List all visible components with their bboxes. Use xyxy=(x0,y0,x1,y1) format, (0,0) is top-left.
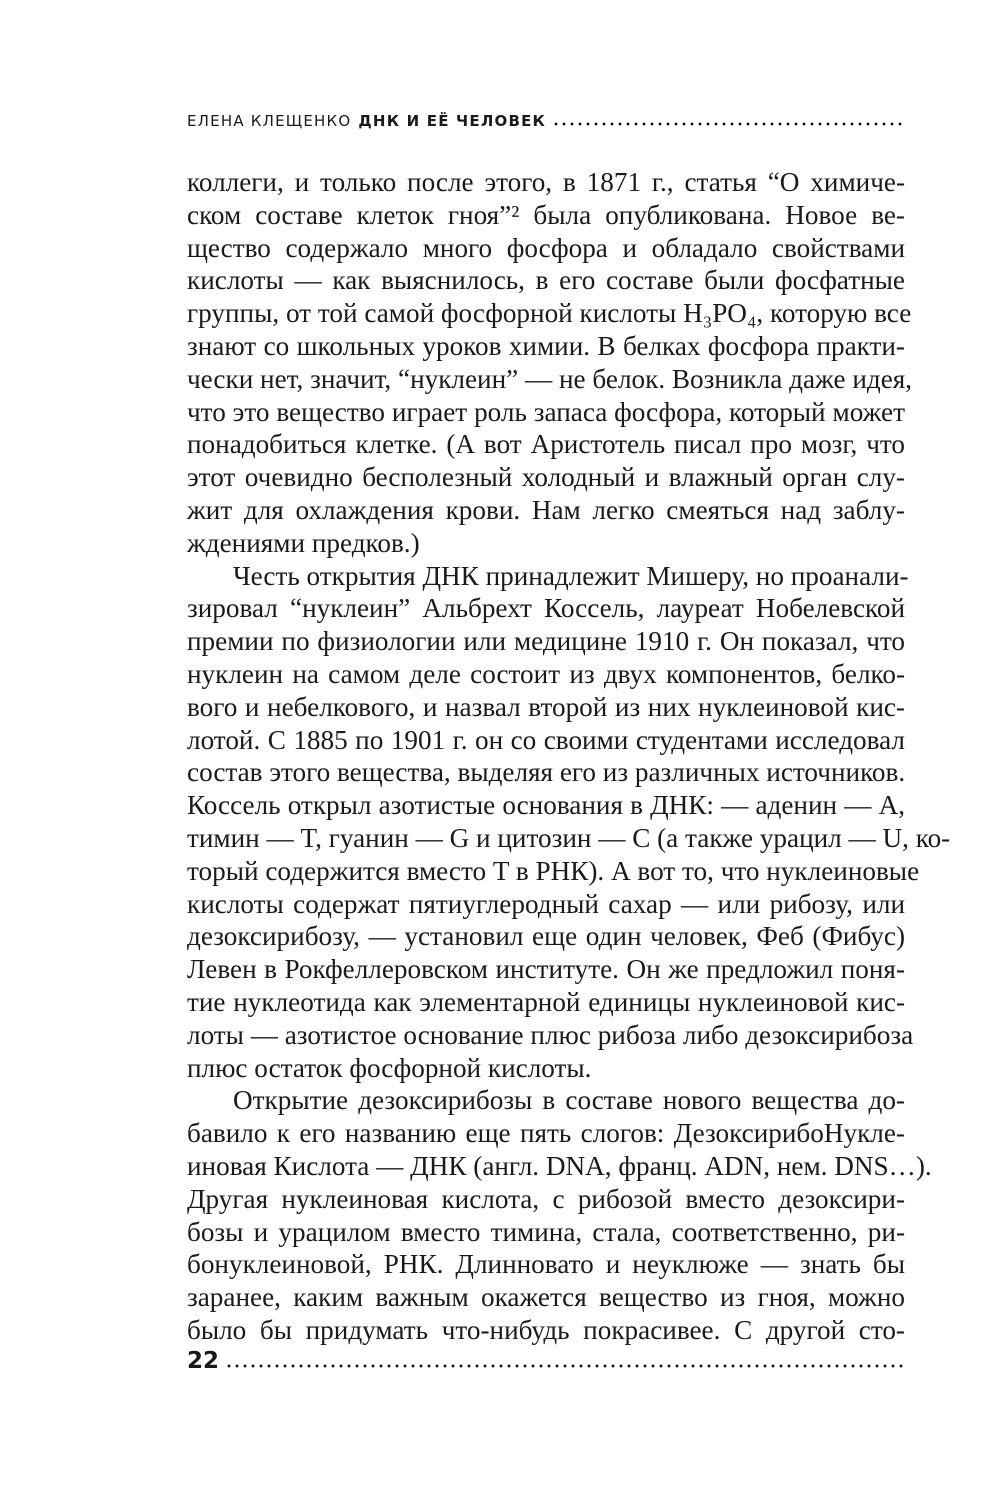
text-line: ждениями предков.) xyxy=(187,527,420,558)
running-head-title: ДНК И ЕЁ ЧЕЛОВЕК xyxy=(358,112,546,130)
text-line: Открытие дезоксирибозы в составе нового вещества до- xyxy=(233,1085,905,1116)
text-line: понадобиться клетке. (А вот Аристотель писал про мозг, что xyxy=(187,429,905,460)
text-line: вого и небелкового, и назвал второй из них нуклеиновой кис- xyxy=(187,691,905,722)
body-text xyxy=(187,166,951,1347)
running-head xyxy=(187,112,905,130)
text-line: иновая Кислота — ДНК (англ. DNA, франц. ADN, нем. DNS…). xyxy=(187,1150,932,1181)
text-line: лотой. С 1885 по 1901 г. он со своими студентами исследовал xyxy=(187,724,905,755)
text-line: Левен в Рокфеллеровском институте. Он же предложил поня- xyxy=(187,954,905,985)
running-head-leader-dots xyxy=(552,122,905,126)
footer-leader-dots xyxy=(225,1364,905,1368)
text-line: кислоты содержат пятиуглеродный сахар — или рибозу, или xyxy=(187,888,905,919)
text-line: этот очевидно бесполезный холодный и влажный орган слу- xyxy=(187,462,905,493)
text-line: зировал “нуклеин” Альбрехт Коссель, лауреат Нобелевской xyxy=(187,593,905,624)
text-line: торый содержится вместо T в РНК). А вот то, что нуклеиновые xyxy=(187,855,920,886)
text-line: щество содержало много фосфора и обладало свойствами xyxy=(187,232,905,263)
text-line: тие нуклеотида как элементарной единицы нуклеиновой кис- xyxy=(187,986,905,1017)
text-line: знают со школьных уроков химии. В белках фосфора практи- xyxy=(187,330,905,361)
text-line: группы, от той самой фосфорной кислоты H₃PO₄, которую все xyxy=(187,298,912,329)
text-line: премии по физиологии или медицине 1910 г. Он показал, что xyxy=(187,626,905,657)
text-line: бозы и урацилом вместо тимина, стала, соответственно, ри- xyxy=(187,1216,905,1247)
running-head-author: ЕЛЕНА КЛЕЩЕНКО xyxy=(187,112,352,130)
page-footer xyxy=(187,1348,905,1374)
text-line: плюс остаток фосфорной кислоты. xyxy=(187,1052,592,1083)
text-line: Честь открытия ДНК принадлежит Мишеру, но проанали- xyxy=(233,560,909,591)
text-line: Коссель открыл азотистые основания в ДНК: — аденин — A, xyxy=(187,790,905,821)
text-line: лоты — азотистое основание плюс рибоза либо дезоксирибоза xyxy=(187,1019,914,1050)
text-line: жит для охлаждения крови. Нам легко смеяться над заблу- xyxy=(187,494,905,525)
text-line: ском составе клеток гноя”² была опубликована. Новое ве- xyxy=(187,199,905,230)
text-line: коллеги, и только после этого, в 1871 г., статья “О химиче- xyxy=(187,167,905,197)
text-line: заранее, каким важным окажется вещество из гноя, можно xyxy=(187,1282,905,1313)
text-line: нуклеин на самом деле состоит из двух компонентов, белко- xyxy=(187,658,905,689)
text-line: чески нет, значит, “нуклеин” — не белок. Возникла даже идея, xyxy=(187,363,913,394)
text-line: бонуклеиновой, РНК. Длинновато и неуклюже — знать бы xyxy=(187,1249,905,1280)
text-line: Другая нуклеиновая кислота, с рибозой вместо дезоксири- xyxy=(187,1183,905,1214)
text-line: было бы придумать что-нибудь покрасивее. С другой сто- xyxy=(187,1314,905,1345)
text-line: состав этого вещества, выделяя его из различных источников. xyxy=(187,757,906,788)
text-line: кислоты — как выяснилось, в его составе были фосфатные xyxy=(187,265,905,296)
page-number: 22 xyxy=(187,1348,220,1374)
text-line: тимин — T, гуанин — G и цитозин — C (а также урацил — U, ко- xyxy=(187,822,951,853)
text-line: дезоксирибозу, — установил еще один человек, Феб (Фибус) xyxy=(187,921,905,952)
text-line: что это вещество играет роль запаса фосфора, который может xyxy=(187,396,905,427)
text-line: бавило к его названию еще пять слогов: ДезоксирибоНукле- xyxy=(187,1118,905,1149)
